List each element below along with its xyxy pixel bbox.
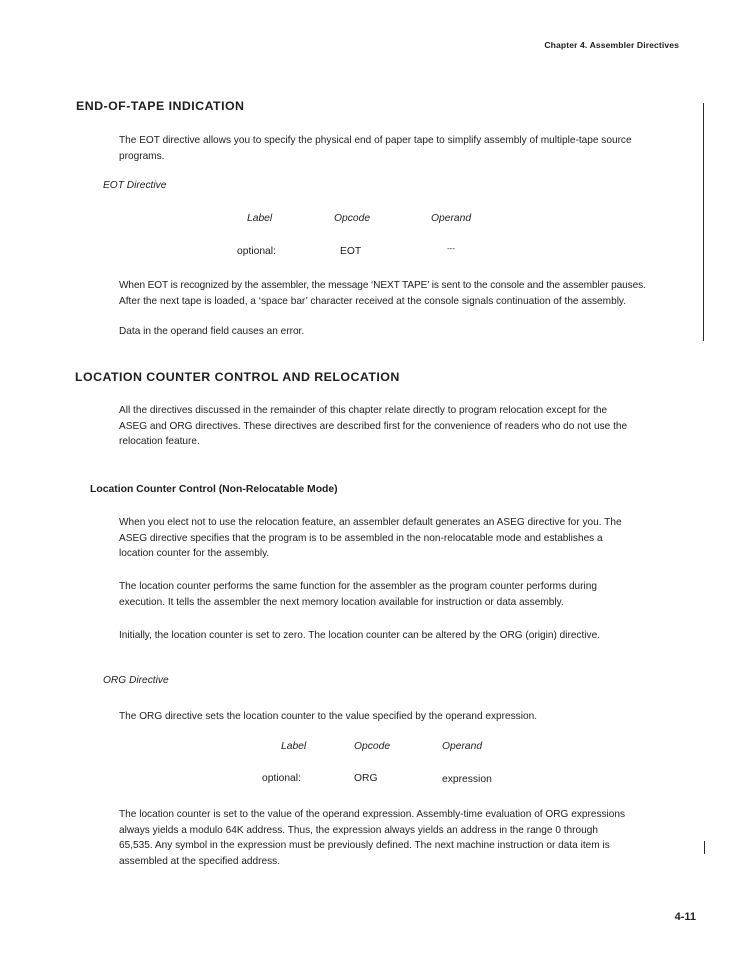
lcc-para2-line-1: The location counter performs the same function for the assembler as the program counter performs during: [119, 581, 598, 592]
lcc-intro-line-2: ASEG and ORG directives. These directives are described first for the convenience of readers who do not use the: [119, 420, 628, 432]
eot-paragraph-2: [119, 278, 704, 309]
org-format-label-header: Label: [281, 741, 307, 752]
org-format-operand-value: expression: [442, 774, 492, 785]
lcc-paragraph-2: [119, 579, 697, 610]
running-head: Chapter 4. Assembler Directives: [544, 40, 679, 50]
section-heading-eot: END-OF-TAPE INDICATION: [76, 99, 245, 113]
lcc-para1-line-1: When you elect not to use the relocation feature, an assembler default generates an ASEG directive for you. The: [119, 517, 622, 528]
eot-format-operand-value: ---: [447, 244, 455, 253]
eot-format-opcode-header: Opcode: [334, 213, 371, 224]
eot-format-label-header: Label: [247, 213, 273, 224]
section-heading-location-counter: LOCATION COUNTER CONTROL AND RELOCATION: [75, 370, 400, 384]
lcc-para2-line-2: execution. It tells the assembler the next memory location available for instruction or data assembly.: [119, 596, 564, 608]
org-format-label-value: optional:: [262, 773, 301, 784]
org-para2-line-4: assembled at the specified address.: [119, 855, 281, 867]
lcc-paragraph-3: Initially, the location counter is set to zero. The location counter can be altered by the ORG (origin) directive.: [119, 630, 601, 641]
org-intro-paragraph: The ORG directive sets the location counter to the value specified by the operand expression.: [119, 711, 538, 722]
eot-intro-paragraph: [119, 133, 699, 164]
lcc-intro-paragraph: [119, 403, 697, 450]
change-bar-org: [704, 841, 705, 854]
eot-directive-title: EOT Directive: [103, 180, 167, 191]
eot-format-label-value: optional:: [237, 246, 276, 257]
org-para2-line-3: 65,535. Any symbol in the expression must be previously defined. The next machine instruction or data item is: [119, 840, 610, 851]
eot-format-operand-header: Operand: [431, 213, 472, 224]
lcc-intro-line-3: relocation feature.: [119, 436, 200, 447]
eot-intro-line-2: programs.: [119, 150, 165, 162]
subsection-heading-non-relocatable: Location Counter Control (Non-Relocatable Mode): [90, 484, 338, 495]
org-format-opcode-value: ORG: [354, 773, 378, 784]
org-para2-line-2: always yields a modulo 64K address. Thus, the expression always yields an address in the range 0 through: [119, 824, 598, 836]
org-para2-line-1: The location counter is set to the value of the operand expression. Assembly-time evaluation of ORG expressions: [119, 809, 626, 820]
org-format-opcode-header: Opcode: [354, 741, 391, 752]
eot-para2-line-1: When EOT is recognized by the assembler, the message ‘NEXT TAPE’ is sent to the console and the assembler pauses.: [119, 280, 646, 291]
org-paragraph-2: [119, 807, 694, 869]
lcc-paragraph-1: [119, 515, 697, 562]
lcc-intro-line-1: All the directives discussed in the remainder of this chapter relate directly to program relocation except for the: [119, 405, 608, 416]
org-format-operand-header: Operand: [442, 741, 483, 752]
page-number: 4-11: [674, 911, 696, 923]
eot-paragraph-3: Data in the operand field causes an error.: [119, 326, 305, 337]
eot-format-opcode-value: EOT: [340, 246, 362, 257]
lcc-para1-line-3: location counter for the assembly.: [119, 548, 270, 559]
eot-intro-line-1: The EOT directive allows you to specify the physical end of paper tape to simplify assembly of multiple-tape source: [119, 135, 632, 146]
org-directive-title: ORG Directive: [103, 675, 169, 686]
lcc-para1-line-2: ASEG directive specifies that the program is to be assembled in the non-relocatable mode and establishes a: [119, 532, 603, 544]
eot-para2-line-2: After the next tape is loaded, a ‘space bar’ character received at the console signals continuation of the assembly.: [119, 295, 627, 307]
